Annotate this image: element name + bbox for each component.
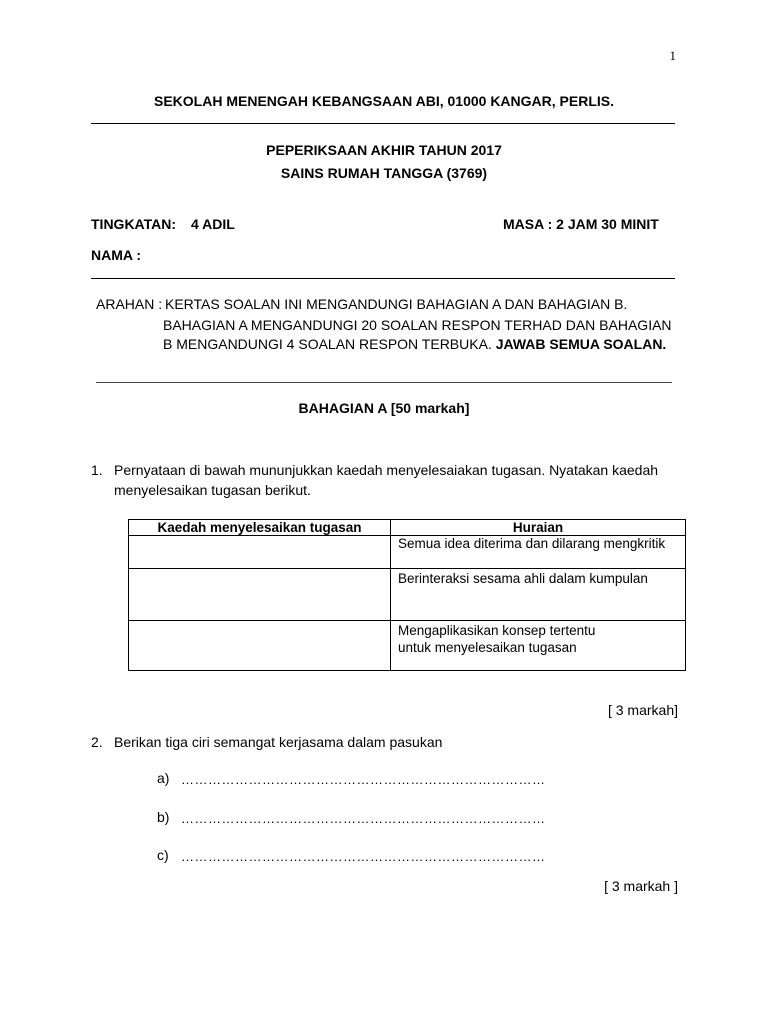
table-row (129, 536, 686, 569)
q1-text-line-1: Pernyataan di bawah mununjukkan kaedah menyelesaiakan tugasan. Nyatakan kaedah (114, 462, 659, 478)
instructions-emphasis: JAWAB SEMUA SOALAN. (495, 336, 667, 352)
answer-line-b[interactable]: ……………………………………………………………………… (181, 811, 546, 826)
section-title: BAHAGIAN A [50 markah] (298, 400, 470, 416)
description-cell: Mengaplikasikan konsep tertentu untuk menyelesaikan tugasan (391, 621, 686, 671)
instructions-label: ARAHAN : (96, 296, 163, 312)
page-number: 1 (669, 48, 676, 63)
name-line (91, 278, 675, 279)
q1-marks: [ 3 markah] (607, 702, 678, 718)
table-header-row (129, 520, 686, 536)
table-row (129, 569, 686, 621)
instructions-line-3-text: B MENGANDUNGI 4 SOALAN RESPON TERBUKA. (163, 336, 492, 352)
answer-cell[interactable] (129, 536, 391, 569)
q2-number: 2. (91, 734, 103, 750)
q2-marks: [ 3 markah ] (604, 878, 678, 894)
answer-line-a[interactable]: ……………………………………………………………………… (181, 772, 546, 787)
instructions-line-2: BAHAGIAN A MENGANDUNGI 20 SOALAN RESPON TERHAD DAN BAHAGIAN (163, 317, 672, 333)
q1-number: 1. (91, 462, 103, 478)
q1-text-line-2: menyelesaikan tugasan berikut. (114, 482, 311, 498)
answer-label-a: a) (157, 770, 170, 786)
description-cell: Semua idea diterima dan dilarang mengkritik (391, 536, 686, 569)
exam-duration: MASA : 2 JAM 30 MINIT (503, 216, 659, 232)
instructions-line-3 (163, 336, 666, 352)
instructions-line-1: KERTAS SOALAN INI MENGANDUNGI BAHAGIAN A DAN BAHAGIAN B. (165, 296, 628, 312)
school-name: SEKOLAH MENENGAH KEBANGSAAN ABI, 01000 KANGAR, PERLIS. (154, 93, 614, 109)
exam-title: PEPERIKSAAN AKHIR TAHUN 2017 (266, 142, 502, 158)
name-label: NAMA : (91, 247, 142, 263)
table-header-method: Kaedah menyelesaikan tugasan (129, 520, 391, 536)
q1-table (128, 519, 686, 671)
q2-text: Berikan tiga ciri semangat kerjasama dalam pasukan (114, 734, 443, 750)
subject-title: SAINS RUMAH TANGGA (3769) (280, 165, 488, 181)
form-label: TINGKATAN: (91, 216, 177, 232)
answer-cell[interactable] (129, 621, 391, 671)
divider (91, 123, 675, 124)
description-cell: Berinteraksi sesama ahli dalam kumpulan (391, 569, 686, 621)
answer-label-b: b) (157, 809, 170, 825)
table-header-description: Huraian (391, 520, 686, 536)
table-row (129, 621, 686, 671)
answer-line-c[interactable]: ……………………………………………………………………… (181, 849, 546, 864)
form-value: 4 ADIL (191, 216, 235, 232)
answer-label-c: c) (157, 847, 169, 863)
divider (96, 382, 672, 383)
answer-cell[interactable] (129, 569, 391, 621)
